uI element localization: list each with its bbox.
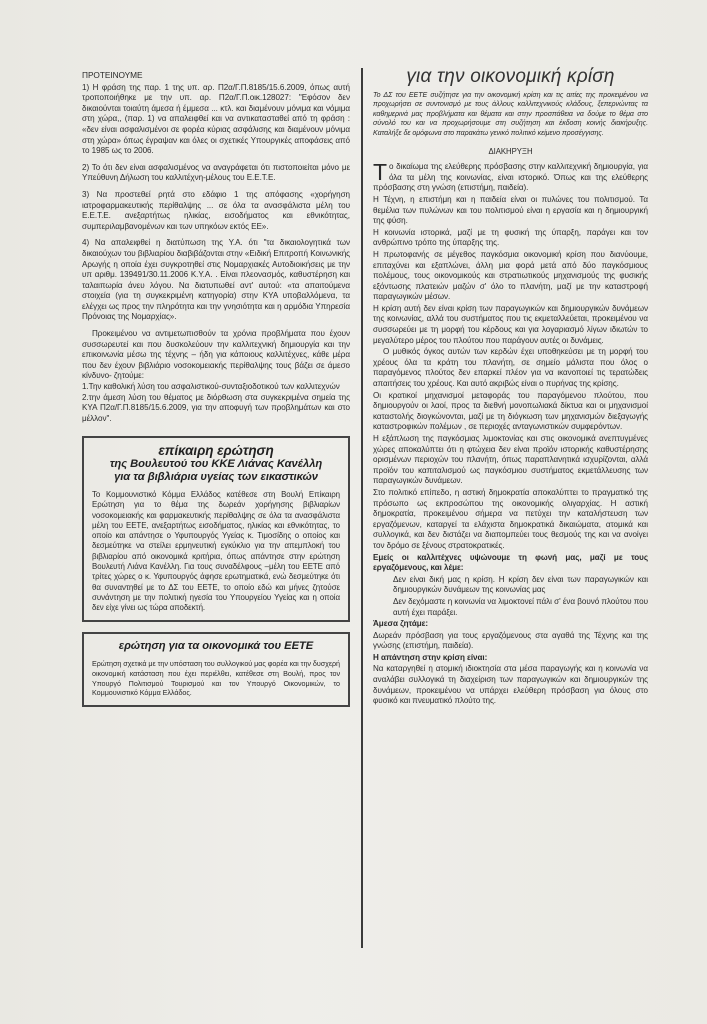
artists-statement: Εμείς οι καλλιτέχνες υψώνουμε τη φωνή μας, μαζί με τους εργαζόμενους, και λέμε: <box>373 552 648 573</box>
question-box-kanelli <box>82 436 350 622</box>
demand-2: 2.την άμεση λύση του θέματος με διόρθωση στα συγκεκριμένα σημεία της ΚΥΑ Π2α/Γ.Π.8185/15.6.2009, για την αποφυγή των προβλημάτων και στο μέλλον". <box>82 392 350 423</box>
box-title-finances: ερώτηση για τα οικονομικά του ΕΕΤΕ <box>118 640 314 653</box>
box-title-line-2: της Βουλευτού του ΚΚΕ Λιάνας Κανέλλη <box>109 457 323 470</box>
drop-cap: Τ <box>373 159 387 186</box>
left-column <box>82 70 350 707</box>
declaration-para-5: Η κρίση αυτή δεν είναι κρίση των παραγωγικών και δημιουργικών δυνάμεων της κοινωνίας, αλλά του συστήματος που τις εκμεταλλεύεται, προκειμένου να συσσωρεύει με τη μορφή του κέρδους και για λογαριασμό λίγων ιδιωτών το μεγαλύτερο μέρος του πλούτου που παράγουν αυτές οι δυνάμεις. <box>373 303 648 345</box>
proposal-1: 1) Η φράση της παρ. 1 της υπ. αρ. Π2α/Γ.Π.8185/15.6.2009, όπως αυτή τροποποιήθηκε με την υπ. αρ. Π2α/Γ.Π.οικ.128027: "Εφόσον δεν δικαιούνται τοιαύτη άμεσα ή έμμεσα ... κτλ. και διαμένουν μόνιμα και νόμιμα στη χώρα,, (παρ. 1) να απαλειφθεί και να αντικατασταθεί από τη φράση : «δεν είναι ασφαλισμένοι σε φορέα κύριας ασφάλισης και διαμένουν μόνιμα στη χώρα» όπως έγραψαν και όλες οι σχετικές Υπουργικές αποφάσεις από το 1985 ως το 2006. <box>82 82 350 156</box>
demands-intro: Προκειμένου να αντιμετωπισθούν τα χρόνια προβλήματα που έχουν συσσωρευτεί και που δυσκολεύουν την καλλιτεχνική δημιουργία και την επικοινωνία μέσω της τέχνης – ήδη για κάποιους καλλιτέχνες, κάθε μέρα που δεν έχουν βιβλιάριο νοσοκομειακής περίθαλψης τους βάζει σε άμεσο κίνδυνο- ζητούμε: <box>82 329 350 381</box>
box-title-line-1: επίκαιρη ερώτηση <box>158 443 274 459</box>
question-box-finances <box>82 632 350 707</box>
declaration-para-3: Η κοινωνία ιστορικά, μαζί με τη φυσική της ύπαρξη, παράγει και τον ανθρώπινο τρόπο της ύπαρξης της. <box>373 227 648 248</box>
box-text-finances: Ερώτηση σχετικά με την υπόσταση του συλλογικού μας φορέα και την δυσχερή οικονομική κατάσταση που έχει περιέλθει, κατέθεσε στη Βουλή, προς τον Υπουργό Πολιτισμού Τουρισμού και τον Υπουργό Οικονομικών, το Κομμουνιστικό Κόμμα Ελλάδος. <box>92 658 340 698</box>
article-title: για την οικονομική κρίση <box>406 66 615 87</box>
declaration-para-7: Οι κρατικοί μηχανισμοί μεταφοράς του παραγόμενου πλούτου, που δημιουργούν οι λαοί, προς τα διεθνή μονοπωλιακά δίκτυα και οι μηχανισμοί καταστολής διογκώνονται, μαζί με τη διόγκωση των μηχανισμών διεξαγωγής καταστροφικών πολέμων , σε περιοχές ανταγωνιστικών συμφερόντων. <box>373 390 648 432</box>
proposals-heading: ΠΡΟΤΕΙΝΟΥΜΕ <box>82 70 143 80</box>
demands-list <box>82 382 350 424</box>
declaration-heading: ΔΙΑΚΗΡΥΞΗ <box>488 146 533 156</box>
declaration-body <box>373 159 648 707</box>
demand-1: 1.Την καθολική λύση του ασφαλιστικού-συνταξιοδοτικού των καλλιτεχνών <box>82 382 340 392</box>
declaration-para-1-text: ο δικαίωμα της ελεύθερης πρόσβασης στην καλλιτεχνική δημιουργία, για όλα τα μέλη της κοινωνίας, είναι ιστορικό. Όπως και της ελεύθερης πρόσβασης στη γνώση (επιστήμη, παιδεία). <box>373 162 648 193</box>
box-text-kanelli: Το Κομμουνιστικό Κόμμα Ελλάδος κατέθεσε στη Βουλή Επίκαιρη Ερώτηση για το θέμα της δωρεάν χορήγησης βιβλιαρίων νοσοκομειακής και φαρμακευτικής περίθαλψης σε όλα τα ανασφάλιστα μέλη του ΕΕΤΕ, ανεξαρτήτως εισοδήματος, ηλικίας και εθνικότητας, το οποίο και απάντησε ο Υφυπουργός Υγείας κ. Τιμοσίδης ο οποίος και δεσμεύτηκε να στείλει ερμηνευτική εγκύκλιο για την απεμπλοκή του βιβλιαρίου από οικονομικά κριτήρια, όπως απάντησε στην ερώτηση Βουλευτή Λιάνα Κανέλλη. Για τους συναδέλφους –μέλη του ΕΕΤΕ από τρίτες χώρες ο κ. Υφυπουργός άφησε ερωτηματικά, ενώ δεσμεύτηκε ότι θα συναντηθεί με το ΔΣ του ΕΕΤΕ, το οποίο εδώ και μήνες ζητούσε συνάντηση με την πολιτική ηγεσία του Υπουργείου Υγείας και η οποία δεν είχε γίνει ως τώρα αποδεκτή. <box>92 489 340 613</box>
box-title-kanelli <box>92 444 340 485</box>
immediate-demand: Δωρεάν πρόσβαση για τους εργαζόμενους στα αγαθά της Τέχνης και της γνώσης (επιστήμη, παιδεία). <box>373 630 648 651</box>
box-title-line-3: για τα βιβλιάρια υγείας των εικαστικών <box>114 471 318 484</box>
column-divider <box>361 68 363 948</box>
immediate-demands-heading: Άμεσα ζητάμε: <box>373 619 429 629</box>
proposal-3: 3) Να προστεθεί ρητά στο εδάφιο 1 της απόφασης «χορήγηση ιατροφαρμακευτικής περίθαλψης ... σε όλα τα ανασφάλιστα μέλη του Ε.Ε.Τ.Ε. ανεξαρτήτως ηλικίας, εισοδήματος και εθνικότητας, συμπεριλαμβανομένων και των υπηκόων εκτός ΕΕ». <box>82 189 350 231</box>
declaration-para-4: Η πρωτοφανής σε μέγεθος παγκόσμια οικονομική κρίση που διανύουμε, επιταχύνει και εξαπλώνει, άλλη μια φορά μετά από δύο παγκόσμιους πολέμους, τους οικονομικούς και στρατιωτικούς μηχανισμούς της φυσικής εξόντωσης πλατειών μαζών σ' όλο το πλανήτη, μαζί με την καταστροφή παραγωγικών μέσων. <box>373 249 648 302</box>
declaration-para-1 <box>373 159 648 194</box>
declaration-para-2: Η Τέχνη, η επιστήμη και η παιδεία είναι οι πυλώνες του πολιτισμού. Τα θεμέλια των πυλώνων και του πολιτισμού είναι η εργασία και η δημιουργική της φύση. <box>373 194 648 226</box>
answer-text: Να καταργηθεί η ατομική ιδιοκτησία στα μέσα παραγωγής και η κοινωνία να αναλάβει συλλογικά τη διαχείριση των παραγωγικών και δημιουργικών της δυνάμεων, προκειμένου να υπάρχει ελεύθερη πρόσβαση για όλους στο φυσικό και πνευματικό πλούτο της. <box>373 664 648 706</box>
statement-2: Δεν δεχόμαστε η κοινωνία να λιμοκτονεί πάλι σ' ένα βουνό πλούτου που αυτή έχει παράξει. <box>393 596 648 617</box>
proposal-2: 2) Το ότι δεν είναι ασφαλισμένος να αναγράφεται ότι πιστοποιείται μόνο με Υπεύθυνη Δήλωση του καλλιτέχνη-μέλους του Ε.Ε.Τ.Ε. <box>82 162 350 183</box>
right-column <box>373 66 648 708</box>
article-intro: Το ΔΣ του ΕΕΤΕ συζήτησε για την οικονομική κρίση και τις αιτίες της προκειμένου να προχωρήσει σε συντονισμό με τους άλλους καλλιτεχνικούς κλάδους, ξεπερνώντας τα καθημερινά μας προβλήματα και θέματα και στην προσπάθεια να δούμε το θέμα στο σύνολό του και να προχωρήσουμε στη συζήτηση και έκδοση κοινής διακήρυξης. Καταλήξε δε ομόφωνα στο παρακάτω γενικό πολιτικό κείμενο προσέγγισης. <box>373 90 648 137</box>
declaration-para-8: Η εξάπλωση της παγκόσμιας λιμοκτονίας και στις οικονομικά ανεπτυγμένες χώρες αποκαλύπτει ότι η φτώχεια δεν είναι προϊόν ιστορικής καθυστέρησης ορισμένων περιοχών του πλανήτη, όπως παραπλανητικά ισχυρίζονται, αλλά προϊόν του καπιταλισμού ως παγκόσμιου συστήματος εκμετάλλευσης των παραγωγικών δυνάμεων. <box>373 434 648 486</box>
declaration-para-6: Ο μυθικός όγκος αυτών των κερδών έχει υποθηκεύσει με τη μορφή του χρέους όλα τα κράτη του πλανήτη, σε σημείο μάλιστα που όλος ο παραγόμενος πλούτος δεν επαρκεί πλέον για να ικανοποιεί τις τερατώδεις απαιτήσεις του χρέους. Και αυτό ακριβώς είναι ο πυρήνας της κρίσης. <box>373 347 648 389</box>
statement-1: Δεν είναι δική μας η κρίση. Η κρίση δεν είναι των παραγωγικών και δημιουργικών δυνάμεων της κοινωνίας μας <box>393 574 648 595</box>
answer-heading: Η απάντηση στην κρίση είναι: <box>373 652 488 662</box>
declaration-para-9: Στο πολιτικό επίπεδο, η αστική δημοκρατία αποκαλύπτει το πραγματικό της πρόσωπο ως εκπροσώπου της οικονομικής ολιγαρχίας. Η αστική δημοκρατία, προκειμένου σήμερα να πετύχει την καταλήστευση των εργαζόμενων, καταργεί τα ελάχιστα δημοκρατικά δικαιώματα, ατομικά και συλλογικά, και δεν διστάζει να διαπομπεύει τους θεσμούς της και να ανοίγει τον δρόμο σε ξένους στρατοκρατικές. <box>373 487 648 550</box>
proposal-4: 4) Να απαλειφθεί η διατύπωση της Υ.Α. ότι "τα δικαιολογητικά των δικαιούχων του βιβλιαρίου διαβιβάζονται στην «Ειδική Επιτροπή Κοινωνικής Αρωγής η οποία έχει συγκροτηθεί στις Νομαρχιακές Αυτοδιοικήσεις με την υπ αριθμ. 139491/30.11.2006 Κ.Υ.Α. . Είναι πλεονασμός, καθυστέρηση και ταλαιπωρία άνευ λόγου. Να διατυπωθεί αντ' αυτού: «τα απαιτούμενα στοιχεία (για τη συγκεκριμένη κατηγορία) στην ΚΥΑ υποβαλλόμενα, τα ελέγχει ως προς την πληρότητα και την γνησιότητα και η αρμόδια Υπηρεσία Πρόνοιας της Νομαρχίας». <box>82 238 350 322</box>
